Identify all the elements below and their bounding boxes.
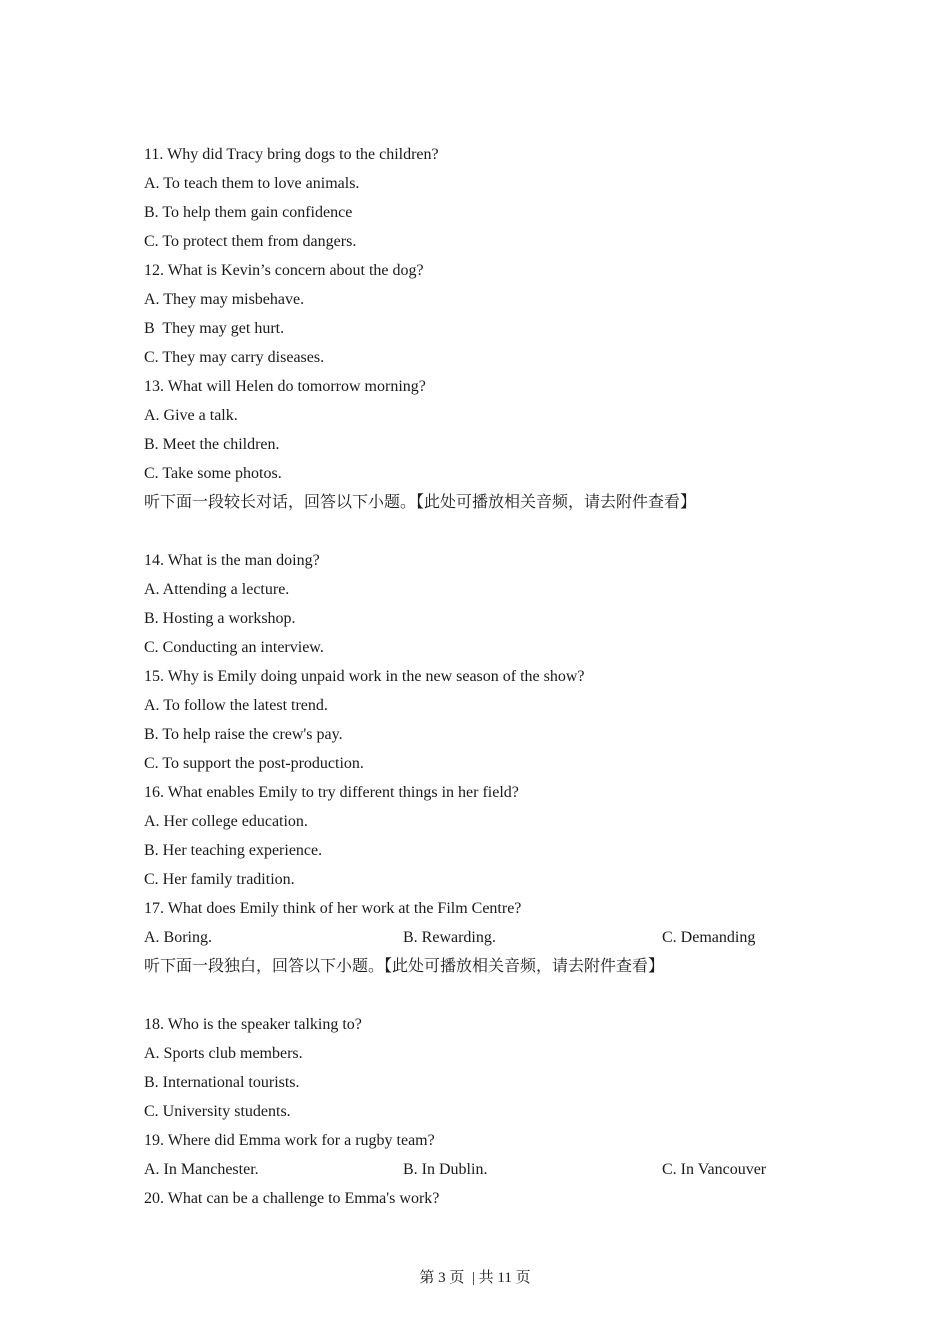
option-17-b: B. Rewarding. (403, 929, 496, 946)
spacer (144, 981, 824, 1010)
question-11: 11. Why did Tracy bring dogs to the children? (144, 146, 439, 163)
option-15-c: C. To support the post-production. (144, 755, 364, 772)
option-18-a: A. Sports club members. (144, 1045, 303, 1062)
option-17-a: A. Boring. (144, 929, 212, 946)
option-15-b: B. To help raise the crew's pay. (144, 726, 343, 743)
question-20: 20. What can be a challenge to Emma's work? (144, 1190, 440, 1207)
listening-instruction-monologue: 听下面一段独白，回答以下小题。【此处可播放相关音频，请去附件查看】 (144, 958, 665, 975)
option-18-b: B. International tourists. (144, 1074, 300, 1091)
question-19: 19. Where did Emma work for a rugby team? (144, 1132, 435, 1149)
page-footer: 第 3 页 | 共 11 页 (419, 1270, 531, 1286)
option-12-a: A. They may misbehave. (144, 291, 305, 308)
option-18-c: C. University students. (144, 1103, 291, 1120)
option-19-b: B. In Dublin. (403, 1161, 488, 1178)
option-14-a: A. Attending a lecture. (144, 581, 290, 598)
option-19-a: A. In Manchester. (144, 1161, 259, 1178)
options-19-row (144, 1155, 824, 1184)
option-17-c: C. Demanding (662, 929, 756, 946)
listening-instruction-dialogue: 听下面一段较长对话，回答以下小题。【此处可播放相关音频，请去附件查看】 (144, 494, 697, 511)
question-13: 13. What will Helen do tomorrow morning? (144, 378, 426, 395)
option-16-c: C. Her family tradition. (144, 871, 295, 888)
option-13-a: A. Give a talk. (144, 407, 238, 424)
option-11-a: A. To teach them to love animals. (144, 175, 360, 192)
spacer (144, 517, 824, 546)
option-12-b: B They may get hurt. (144, 320, 285, 337)
option-13-c: C. Take some photos. (144, 465, 282, 482)
option-11-b: B. To help them gain confidence (144, 204, 353, 221)
option-13-b: B. Meet the children. (144, 436, 280, 453)
option-11-c: C. To protect them from dangers. (144, 233, 357, 250)
question-15: 15. Why is Emily doing unpaid work in the new season of the show? (144, 668, 585, 685)
option-12-c: C. They may carry diseases. (144, 349, 325, 366)
option-16-b: B. Her teaching experience. (144, 842, 323, 859)
option-14-c: C. Conducting an interview. (144, 639, 324, 656)
question-18: 18. Who is the speaker talking to? (144, 1016, 362, 1033)
option-14-b: B. Hosting a workshop. (144, 610, 296, 627)
options-17-row (144, 923, 824, 952)
option-19-c: C. In Vancouver (662, 1161, 767, 1178)
option-15-a: A. To follow the latest trend. (144, 697, 328, 714)
question-17: 17. What does Emily think of her work at the Film Centre? (144, 900, 522, 917)
option-16-a: A. Her college education. (144, 813, 308, 830)
question-12: 12. What is Kevin’s concern about the dog? (144, 262, 424, 279)
page-content (144, 140, 824, 1213)
question-14: 14. What is the man doing? (144, 552, 320, 569)
question-16: 16. What enables Emily to try different things in her field? (144, 784, 519, 801)
